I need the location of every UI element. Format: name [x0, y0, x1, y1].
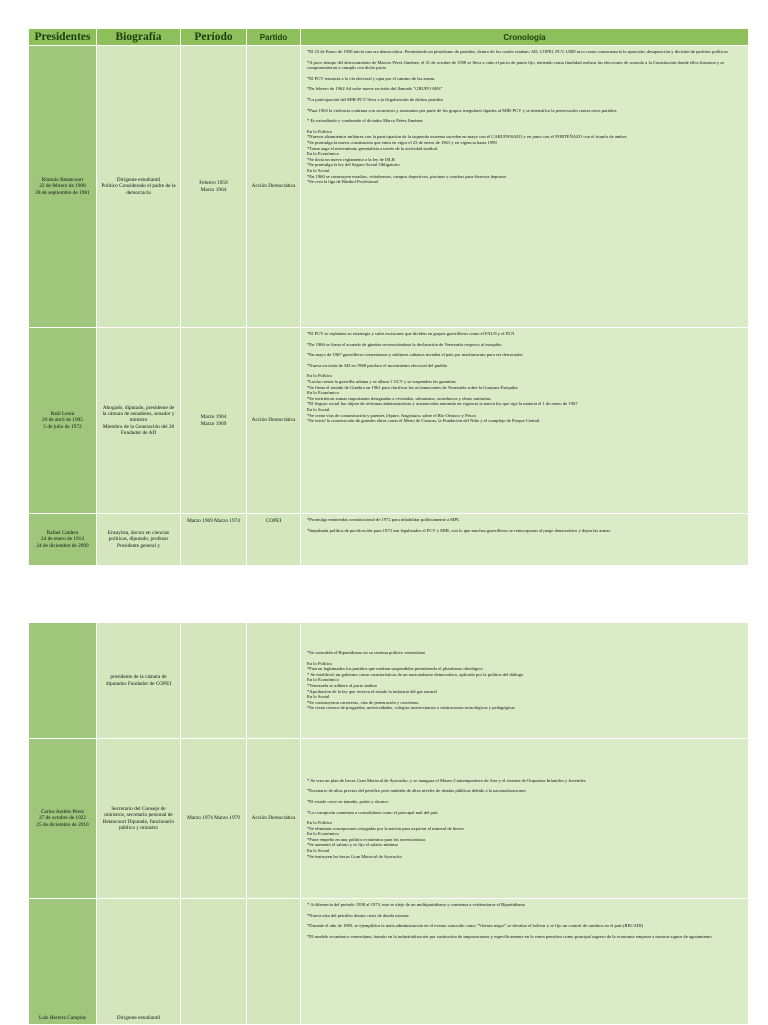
presidents-table-continued	[28, 622, 749, 1025]
chronology-paragraph: *En 1966 se firma el acuerdo de ginebra reconociéndose la declaración de Venezuela respecto al esequibo	[307, 341, 502, 347]
president-name: Luis Herrera Campins	[38, 1014, 87, 1021]
table-row	[29, 46, 749, 328]
chronology	[302, 776, 747, 862]
biography: Abogado, diputado, presidente de la cámara de senadores, senador y ministro Miembro de la Generación del 28 Fundador de AD	[102, 405, 175, 436]
chronology-details: En lo Político *Nuevos alzamientos militares con la participación de la izquierda extrema suceden en mayo con el CARUPANAZO y en junio con el PORTEÑAZO con el triunfo de ambos *Se promulga la nueva constitución que entra en vigor el 23 de enero de 1961 y en vigencia hasta 1999 *Toma auge el movimiento gremialista a través de la actividad sindical En lo Económico *Se dicta un nuevo reglamento a la ley de ISLR *Se promulga la ley del Seguro Social Obligatorio En lo Social *En 1960 se construyen estadios, velodromos, campos deportivos, piscinas y canchas para diversos deportes *Se crea la liga de Básibol Profesional	[307, 128, 627, 185]
biography: Dirigente estudiantil Político Considerado el padre de la democracia	[101, 177, 176, 196]
header-cronologia: Cronología	[301, 29, 749, 46]
chronology-details: En lo Político *Se eliminan concepciones otorgadas por la nación para exportar el mineral de hierro En lo Económico *Pone empeño en una política económica para los inversionistas *Se aumentó el salario y se fijo el salario mínimo En lo Social *Se instruyen las becas Gran Mariscal de Ayacucho	[307, 820, 464, 859]
chronology-details: En lo Político *Fueron legitimados los partidos que estaban suspendidos permitiendo el pluralismo ideológico * Se estableció un gobierno como características de un nacionalismo democrático, aplicado por la política del diálogo En lo Económico *Venezuela se adhiere al pacto andino *Aprobación de la ley que reserva el estado la industria del gas natural En lo Social *Se construyeron carreteras, vías de penetración y carreteras. *Se crean centros de posgrados, universidades, colegios universitarios e instituciones tecnológicas y pedagógicas	[307, 660, 524, 711]
chronology-paragraph: *En mayo de 1967 guerrilleros venezolanos y militares cubanos invaden el país por machurucuto para ser derrocados	[307, 352, 523, 358]
president-name: Carlos Andrés Pérez 27 de octubre de 1922 25 de diciembre de 2010	[36, 809, 89, 828]
chronology-paragraph: *A poco tiempo del derrocamiento de Marcos Pérez Jiménez, el 31 de octubre de 1958 se lleva a cabo el pacto de punto fijo, teniendo como finalidad realizar las elecciones de acuerdo a la Constitución donde ellos firmaron y se comprometieron a cumplir con dicho pacto	[307, 59, 725, 71]
chronology-details: En lo Político *Lucha contra la guerrilla urbana y se allana 1 UCV y se suspenden las garantías *Se firma el tratado de Ginebra en 1961 para clarificar las reclamaciones de Venezuela sobre la Guayana Esequiba En lo Económico *Se invirtieron sumas importantes designadas a viviendas, urbanismo, acueductos y obras sanitarias *El Seguro social fue objeto de reformas administrativas y asistenciales entrando en vigencia la nueva ley que rige la materia el 1 de enero de 1967 En lo Social *Se crean vías de comunicación y puentes (Apure, Angostura, sobre el Río Orinoco y Pesca *Se inició la construcción de grandes obras como el Metro de Caracas, la Fundación del Niño y el complejo de Parque Central	[307, 373, 578, 424]
chronology-paragraph: *El 23 de Enero de 1958 inició una era democrática. Permitiendo un pluralismo de partidos, dentro de los cuales estaban: AD, COPEI, PCV, URD tuvo como consecuencia la aparición, desaparición y división de partidos políticos	[307, 49, 728, 54]
chronology-paragraph: *Se consolida el Bipartidismo en su sistema político venezolano	[307, 650, 426, 656]
president-name: Raúl Leoni 26 de abril de 1905 5 de julio de 1972	[42, 411, 83, 430]
chronology-paragraph: * A diferencia del periodo 1958 al 1973, este se alejo de un multipartidismo y comienza a evidenciarse el Bipartidismo	[307, 902, 526, 907]
table-row	[29, 899, 749, 1025]
chronology-paragraph: *El modelo económico venezolano, basado en la industrialización por sustitución de importaciones y específicamente en la venta petrolera como principal ingreso de la economía empieza a mostrar signos de agotamiento	[307, 933, 712, 939]
biography: Ensayista, doctor en ciencias políticas, diputado, profesor Presidente general y	[107, 530, 170, 549]
president-name: Rafael Caldera 24 de enero de 1914 24 de diciembre de 2009	[36, 530, 89, 549]
chronology	[302, 900, 747, 941]
party: Acción Democrática	[251, 183, 296, 190]
president-name: Rómulo Betancourt 22 de febrero de 1908 28 de septiembre de 1981	[35, 177, 90, 196]
chronology	[302, 329, 747, 426]
table-row	[29, 514, 749, 566]
period: Marzo 1964 Marzo 1969	[200, 414, 227, 427]
chronology-paragraph: *Durante el año de 1983, se ejemplifica la mala administración en el evento conocido como "Viernes negro" se devaluo el bolívar y se fijo un control de cambios en el país (RECADI)	[307, 923, 644, 929]
party: COPEI	[265, 518, 282, 524]
chronology	[302, 515, 747, 535]
chronology-paragraph: * Se crea un plan de becas Gran Mariscal de Ayacucho, y se inaugura el Museo Contemporáneo de Arte y el sistema de Orquestas Infantiles y Juveniles	[307, 777, 586, 783]
table-row	[29, 623, 749, 739]
chronology-paragraph: *Escenario de altos precios del petróleo pero también de altos niveles de deudas públicas debido a la nacionalizaciones	[307, 788, 526, 794]
header-presidentes: Presidentes	[29, 29, 97, 46]
header-periodo: Período	[181, 29, 247, 46]
party: Acción Democrática	[251, 815, 296, 822]
period: Marzo 1969 Marzo 1974	[187, 518, 240, 524]
biography: Secretario del Consejo de ministros, secretario personal de Betancourt Diputado, funcionario público y ministro	[102, 806, 175, 831]
chronology-paragraph: *Para 1963 la violencia continua con secuestros y asesinatos por parte de los grupos irregulares ligados al MIR-PCV y se intensifica la persecución contra estos partidos	[307, 107, 617, 113]
presidents-table-top	[28, 28, 749, 566]
chronology-paragraph: *El PCV renuncia a la vía electoral y opta por el camino de las armas	[307, 75, 435, 81]
chronology-paragraph: *La participación del MIR-PCV lleva a la ilegalización de dichos partidos	[307, 96, 444, 102]
header-biografia: Biografía	[97, 29, 181, 46]
chronology-paragraph: *La corrupción comienza a consolidarse como el principal mal del país	[307, 809, 438, 815]
period: Marzo 1974 Marzo 1979	[187, 815, 240, 822]
period: Febrero 1959 Marzo 1964	[199, 180, 228, 193]
header-partido: Partido	[247, 29, 301, 46]
chronology-paragraph: *El estado crece en tamaño, poder y alcance	[307, 798, 389, 804]
table-row	[29, 739, 749, 899]
header-row	[29, 29, 749, 46]
chronology-paragraph: * Es extraditado y condenado el dictador Marco Pérez Jiménez	[307, 118, 423, 124]
chronology	[302, 648, 747, 713]
chronology-paragraph: *Nueva alza del petróleo desata crisis de deuda externa	[307, 912, 409, 918]
table-row	[29, 328, 749, 514]
biography: Dirigente estudiantil	[116, 1014, 161, 1021]
biography: presidente de la cámara de diputados Fundador de COPEI	[105, 674, 172, 687]
chronology-paragraph: *Promulga enmiendas constitucional de 1972 para inhabilitar políticamente a MPL	[307, 517, 460, 522]
chronology	[302, 47, 747, 187]
chronology-paragraph: *El PCV se replantea su estrategia y sufre escisiones que dividen en grupos guerrilleros como el FALN y el FLN	[307, 331, 515, 336]
party: Acción Democrática	[251, 417, 296, 424]
chronology-paragraph: *En febrero de 1962 Ad sufre nueva escisión del llamado "GRUPO ARS"	[307, 86, 443, 92]
chronology-paragraph: *Nueva escisión de AD en 1968 produce el movimiento electoral del pueblo	[307, 362, 448, 368]
chronology-paragraph: *Impulsada política de pacificación para 1973 son legalizados el PCV y MIR, con lo que muchos guerrilleros se reincorporan al juego democrático y dejan las armas	[307, 527, 611, 533]
